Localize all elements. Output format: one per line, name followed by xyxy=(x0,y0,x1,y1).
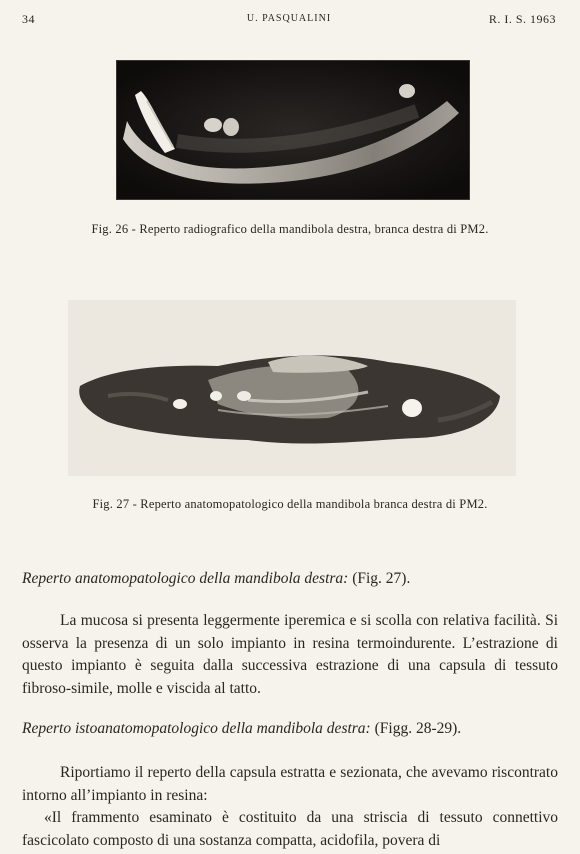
section-heading-histoanatomopathologic xyxy=(22,718,558,741)
author-name: U. PASQUALINI xyxy=(246,13,332,24)
figure-26-caption: Fig. 26 - Reperto radiografico della mandibola destra, branca destra di PM2. xyxy=(91,222,489,236)
section-heading-anatomopathologic xyxy=(22,568,558,591)
paragraph-quote: «Il frammento esaminato è costituito da una striscia di tessuto connettivo fascicolato composto di una sostanza compatta, acidofila, povera di xyxy=(22,809,558,849)
radiograph-image xyxy=(117,61,469,199)
figure-27-caption: Fig. 27 - Reperto anatomopatologico della mandibola branca destra di PM2. xyxy=(92,497,488,511)
heading-figure-ref: (Figg. 28-29). xyxy=(370,720,462,737)
figure-26-radiograph xyxy=(116,60,470,200)
heading-italic-text: Reperto istoanatomopatologico della mandibola destra: xyxy=(22,720,371,737)
heading-italic-text: Reperto anatomopatologico della mandibola destra: xyxy=(22,570,349,587)
paragraph-anatomopathologic: La mucosa si presenta leggermente iperemica e si scolla con relativa facilità. Si osserva la presenza di un solo impianto in resina termoindurente. L’estrazione di questo impianto è seguita dalla successiva estrazione di una capsula di tessuto fibroso-simile, molle e viscida al tatto. xyxy=(22,612,558,697)
figure-27-specimen-photo xyxy=(68,300,516,476)
running-header xyxy=(22,12,556,30)
paragraph-histoanatomopathologic xyxy=(22,762,558,852)
page-number: 34 xyxy=(22,12,35,26)
heading-figure-ref: (Fig. 27). xyxy=(348,570,411,587)
specimen-image xyxy=(68,300,516,476)
paragraph-intro: Riportiamo il reperto della capsula estratta e sezionata, che avevamo riscontrato intorno all’impianto in resina: xyxy=(22,764,558,804)
journal-reference: R. I. S. 1963 xyxy=(488,12,556,26)
